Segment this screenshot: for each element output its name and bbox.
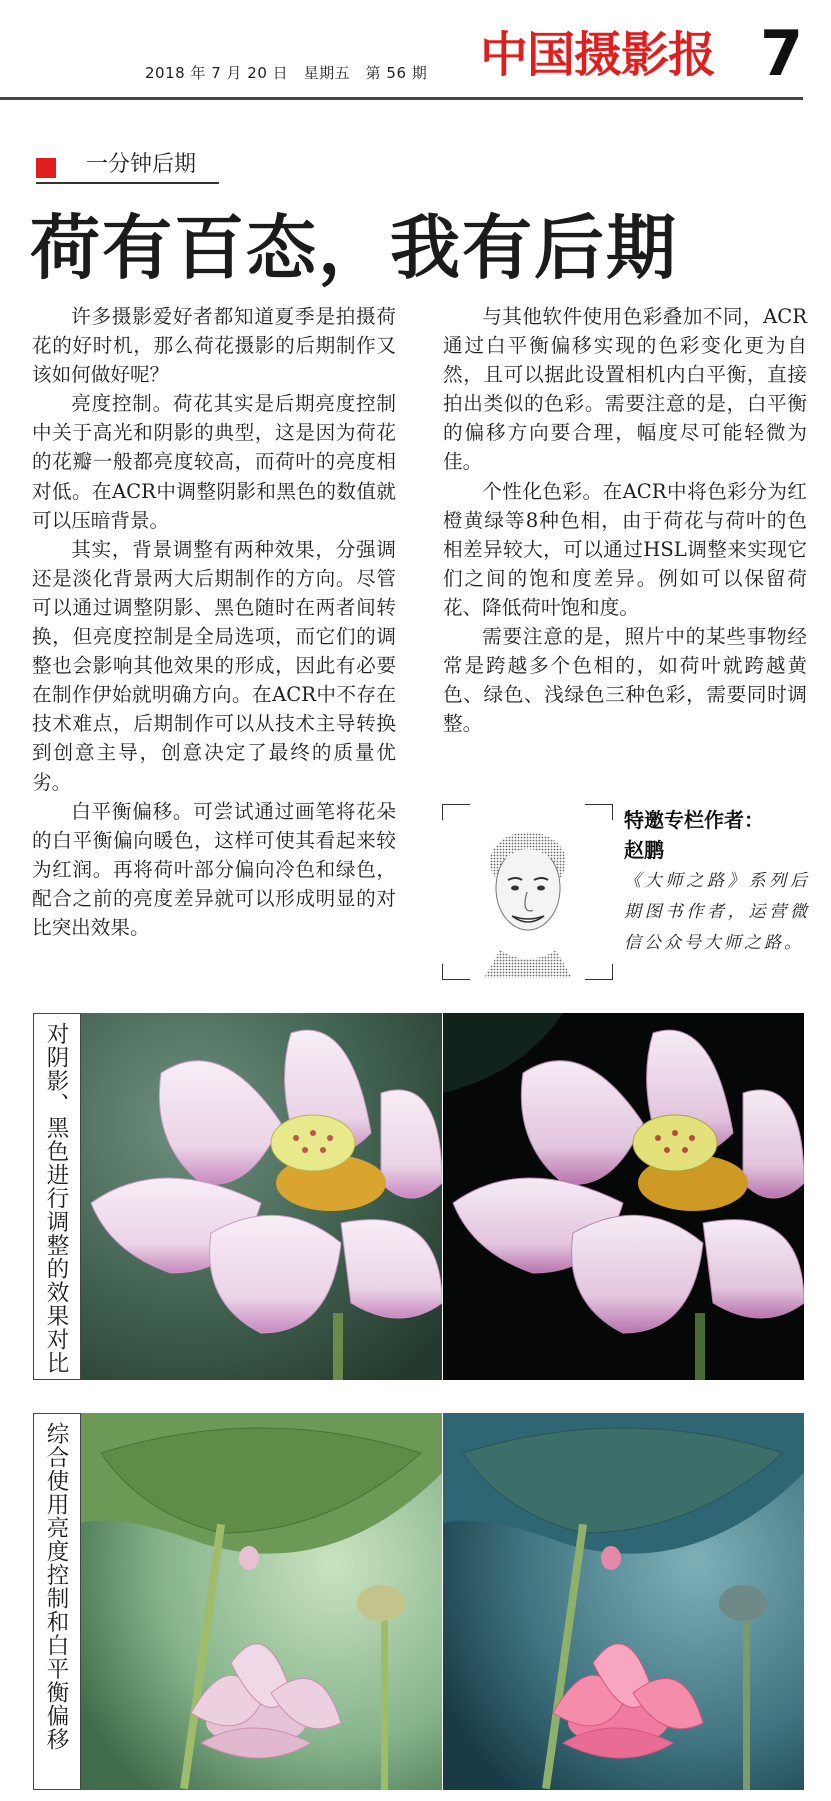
author-heading: 特邀专栏作者： [624,808,764,832]
comparison-caption: 对阴影、黑色进行调整的效果对比 [43,1022,69,1375]
lotus-photo-original [81,1013,442,1380]
article-paragraph: 许多摄影爱好者都知道夏季是拍摄荷花的好时机，那么荷花摄影的后期制作又该如何做好呢？ [32,305,396,387]
author-bio: 《大师之路》系列后期图书作者，运营微信公众号大师之路。 [624,871,810,953]
article-paragraph: 白平衡偏移。可尝试通过画笔将花朵的白平衡偏向暖色，这样可使其看起来较为红润。再将荷叶部分偏向冷色和绿色，配合之前的亮度差异就可以形成明显的对比突出效果。 [32,799,396,939]
author-portrait [472,800,584,978]
article-paragraph: 需要注意的是，照片中的某些事物经常是跨越多个色相的，如荷叶就跨越黄色、绿色、浅绿色三种色彩，需要同时调整。 [443,625,807,736]
portrait-frame-corner [442,804,470,820]
article-paragraph: 亮度控制。荷花其实是后期亮度控制中关于高光和阴影的典型，这是因为荷花的花瓣一般都亮度较高，而荷叶的亮度相对低。在ACR中调整阴影和黑色的数值就可以压暗背景。 [32,392,396,532]
comparison-caption: 综合使用亮度控制和白平衡偏移 [43,1422,69,1751]
comparison-caption-box [33,1413,81,1790]
masthead-divider [0,97,803,100]
page-number: 7 [760,17,804,90]
lotus-leaf-photo-adjusted [443,1413,804,1790]
article-column-right [443,302,807,738]
newspaper-title: 中国摄影报 [480,27,716,83]
lotus-leaf-photo-original [81,1413,442,1790]
portrait-frame-corner [585,964,613,980]
article-column-left [32,302,396,942]
article-headline: 荷有百态，我有后期 [30,207,678,289]
section-label: 一分钟后期 [86,152,197,177]
comparison-caption-box [33,1013,81,1380]
section-underline [36,182,219,184]
lotus-photo-darkened [443,1013,804,1380]
section-marker-square [36,158,56,178]
article-paragraph: 与其他软件使用色彩叠加不同，ACR通过白平衡偏移实现的色彩变化更为自然，且可以据此设置相机内白平衡，直接拍出类似的色彩。需要注意的是，白平衡的偏移方向要合理，幅度尽可能轻微为佳。 [443,305,807,474]
author-name: 赵鹏 [624,838,664,862]
article-paragraph: 其实，背景调整有两种效果，分强调还是淡化背景两大后期制作的方向。尽管可以通过调整阴影、黑色随时在两者间转换，但亮度控制是全局选项，而它们的调整也会影响其他效果的形成，因此有必要在制作伊始就明确方向。在ACR中不存在技术难点，后期制作可以从技术主导转换到创意主导，创意决定了最终的质量优劣。 [32,537,396,794]
portrait-frame-corner [442,964,470,980]
article-paragraph: 个性化色彩。在ACR中将色彩分为红橙黄绿等8种色相，由于荷花与荷叶的色相差异较大，可以通过HSL调整来实现它们之间的饱和度差异。例如可以保留荷花、降低荷叶饱和度。 [443,479,807,619]
issue-date-line: 2018 年 7 月 20 日 星期五 第 56 期 [145,64,428,82]
portrait-frame-corner [585,804,613,820]
